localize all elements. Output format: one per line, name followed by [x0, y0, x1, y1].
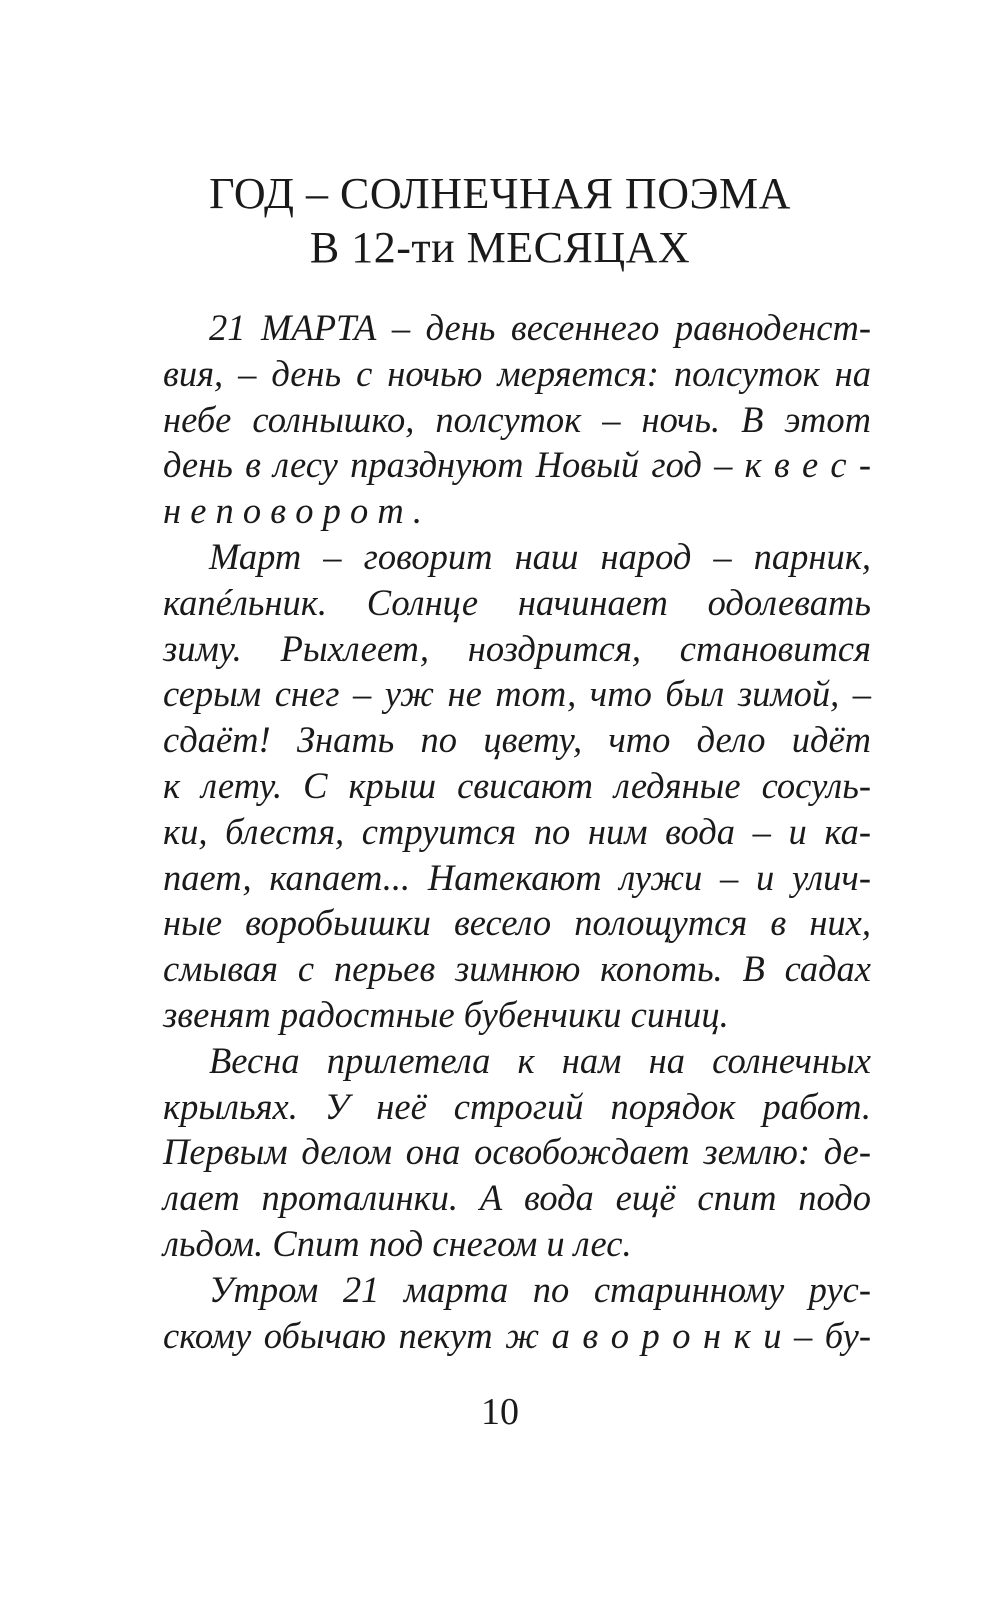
text-line: зиму. Рыхлеет, ноздрится, становится	[163, 627, 871, 669]
text-line: Первым делом она освобождает землю: де-	[163, 1131, 871, 1173]
text-line: смывая с перьев зимнюю копоть. В садах	[163, 948, 871, 990]
text-line: серым снег – уж не тот, что был зимой, –	[163, 673, 871, 715]
text-line: льдом. Спит под снегом и лес.	[163, 1222, 632, 1264]
page-number: 10	[481, 1391, 519, 1433]
text-line: лает проталинки. А вода ещё спит подо	[163, 1177, 871, 1219]
text-line: Весна прилетела к нам на солнечных	[209, 1039, 871, 1081]
text-line: ки, блестя, струится по ним вода – и ка-	[163, 810, 871, 852]
text-line: н е п о в о р о т .	[163, 490, 423, 532]
text-line: звенят радостные бубенчики синиц.	[163, 993, 729, 1035]
text-line: день в лесу празднуют Новый год – к в е с -	[163, 444, 871, 486]
chapter-title-line-1: ГОД – СОЛНЕЧНАЯ ПОЭМА	[209, 169, 791, 218]
text-line: Утром 21 марта по старинному рус-	[209, 1268, 871, 1310]
text-line: 21 МАРТА – день весеннего равноденст-	[209, 307, 871, 348]
body-text	[163, 305, 871, 1358]
text-line: скому обычаю пекут ж а в о р о н к и – бу-	[163, 1314, 871, 1356]
text-line: вия, – день с ночью меряется: полсуток на	[163, 352, 871, 394]
text-line: ные воробьишки весело полощутся в них,	[163, 902, 871, 944]
text-line: пает, капает... Натекают лужи – и улич-	[163, 856, 871, 898]
text-line: крыльях. У неё строгий порядок работ.	[163, 1085, 871, 1127]
text-line: Март – говорит наш народ – парник,	[209, 535, 871, 577]
chapter-title-line-2: В 12-ти МЕСЯЦАХ	[309, 223, 691, 272]
text-line: небе солнышко, полсуток – ночь. В этот	[163, 398, 871, 440]
text-line: к лету. С крыш свисают ледяные сосуль-	[163, 764, 871, 806]
text-line: сдаёт! Знать по цвету, что дело идёт	[163, 719, 871, 761]
text-line: капéльник. Солнце начинает одолевать	[163, 581, 871, 623]
